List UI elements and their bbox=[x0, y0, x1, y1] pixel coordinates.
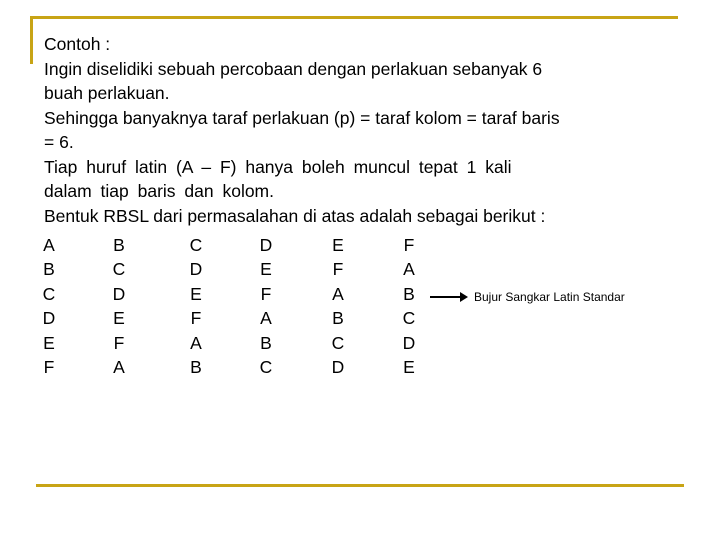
latin-square-cell: E bbox=[113, 308, 125, 328]
latin-square-cell: B bbox=[43, 259, 55, 279]
latin-square-cell: F bbox=[190, 308, 202, 328]
latin-square-annotation: Bujur Sangkar Latin Standar bbox=[474, 290, 625, 304]
latin-square-cell: A bbox=[113, 357, 125, 377]
latin-square-cell: D bbox=[42, 308, 56, 328]
latin-square-cell: B bbox=[260, 333, 272, 353]
latin-square-cell: E bbox=[403, 357, 415, 377]
example-heading: Contoh : bbox=[44, 34, 111, 54]
latin-square-cell: C bbox=[189, 235, 203, 255]
latin-square-cell: F bbox=[260, 284, 272, 304]
latin-square-cell: A bbox=[190, 333, 202, 353]
latin-square-cell: B bbox=[113, 235, 125, 255]
latin-square-cell: D bbox=[189, 259, 203, 279]
latin-square-cell: C bbox=[112, 259, 126, 279]
latin-square-cell: A bbox=[332, 284, 344, 304]
latin-square-cell: B bbox=[190, 357, 202, 377]
arrow-right-icon bbox=[430, 296, 466, 298]
latin-square-cell: C bbox=[259, 357, 273, 377]
text-line-7: dalam tiap baris dan kolom. bbox=[44, 181, 274, 201]
latin-square-cell: F bbox=[113, 333, 125, 353]
latin-square-cell: E bbox=[332, 235, 344, 255]
text-line-2: Ingin diselidiki sebuah percobaan dengan perlakuan sebanyak 6 bbox=[44, 58, 543, 79]
latin-square-cell: A bbox=[260, 308, 272, 328]
latin-square-cell: D bbox=[112, 284, 126, 304]
latin-square-cell: F bbox=[332, 259, 344, 279]
text-line-5: = 6. bbox=[44, 132, 74, 152]
text-line-3: buah perlakuan. bbox=[44, 83, 170, 103]
latin-square-cell: C bbox=[331, 333, 345, 353]
latin-square-cell: F bbox=[403, 235, 415, 255]
latin-square-cell: B bbox=[403, 284, 415, 304]
text-line-6: Tiap huruf latin (A – F) hanya boleh muncul tepat 1 kali bbox=[44, 156, 512, 177]
latin-square-cell: C bbox=[42, 284, 56, 304]
latin-square-cell: F bbox=[43, 357, 55, 377]
latin-square-cell: E bbox=[190, 284, 202, 304]
latin-square-cell: E bbox=[43, 333, 55, 353]
latin-square-cell: A bbox=[403, 259, 415, 279]
latin-square-cell: A bbox=[43, 235, 55, 255]
latin-square-cell: E bbox=[260, 259, 272, 279]
latin-square-cell: D bbox=[402, 333, 416, 353]
latin-square-cell: D bbox=[259, 235, 273, 255]
latin-square-cell: D bbox=[331, 357, 345, 377]
text-line-8: Bentuk RBSL dari permasalahan di atas adalah sebagai berikut : bbox=[44, 205, 546, 226]
latin-square-cell: C bbox=[402, 308, 416, 328]
text-line-4: Sehingga banyaknya taraf perlakuan (p) = taraf kolom = taraf baris bbox=[44, 107, 560, 128]
latin-square-cell: B bbox=[332, 308, 344, 328]
